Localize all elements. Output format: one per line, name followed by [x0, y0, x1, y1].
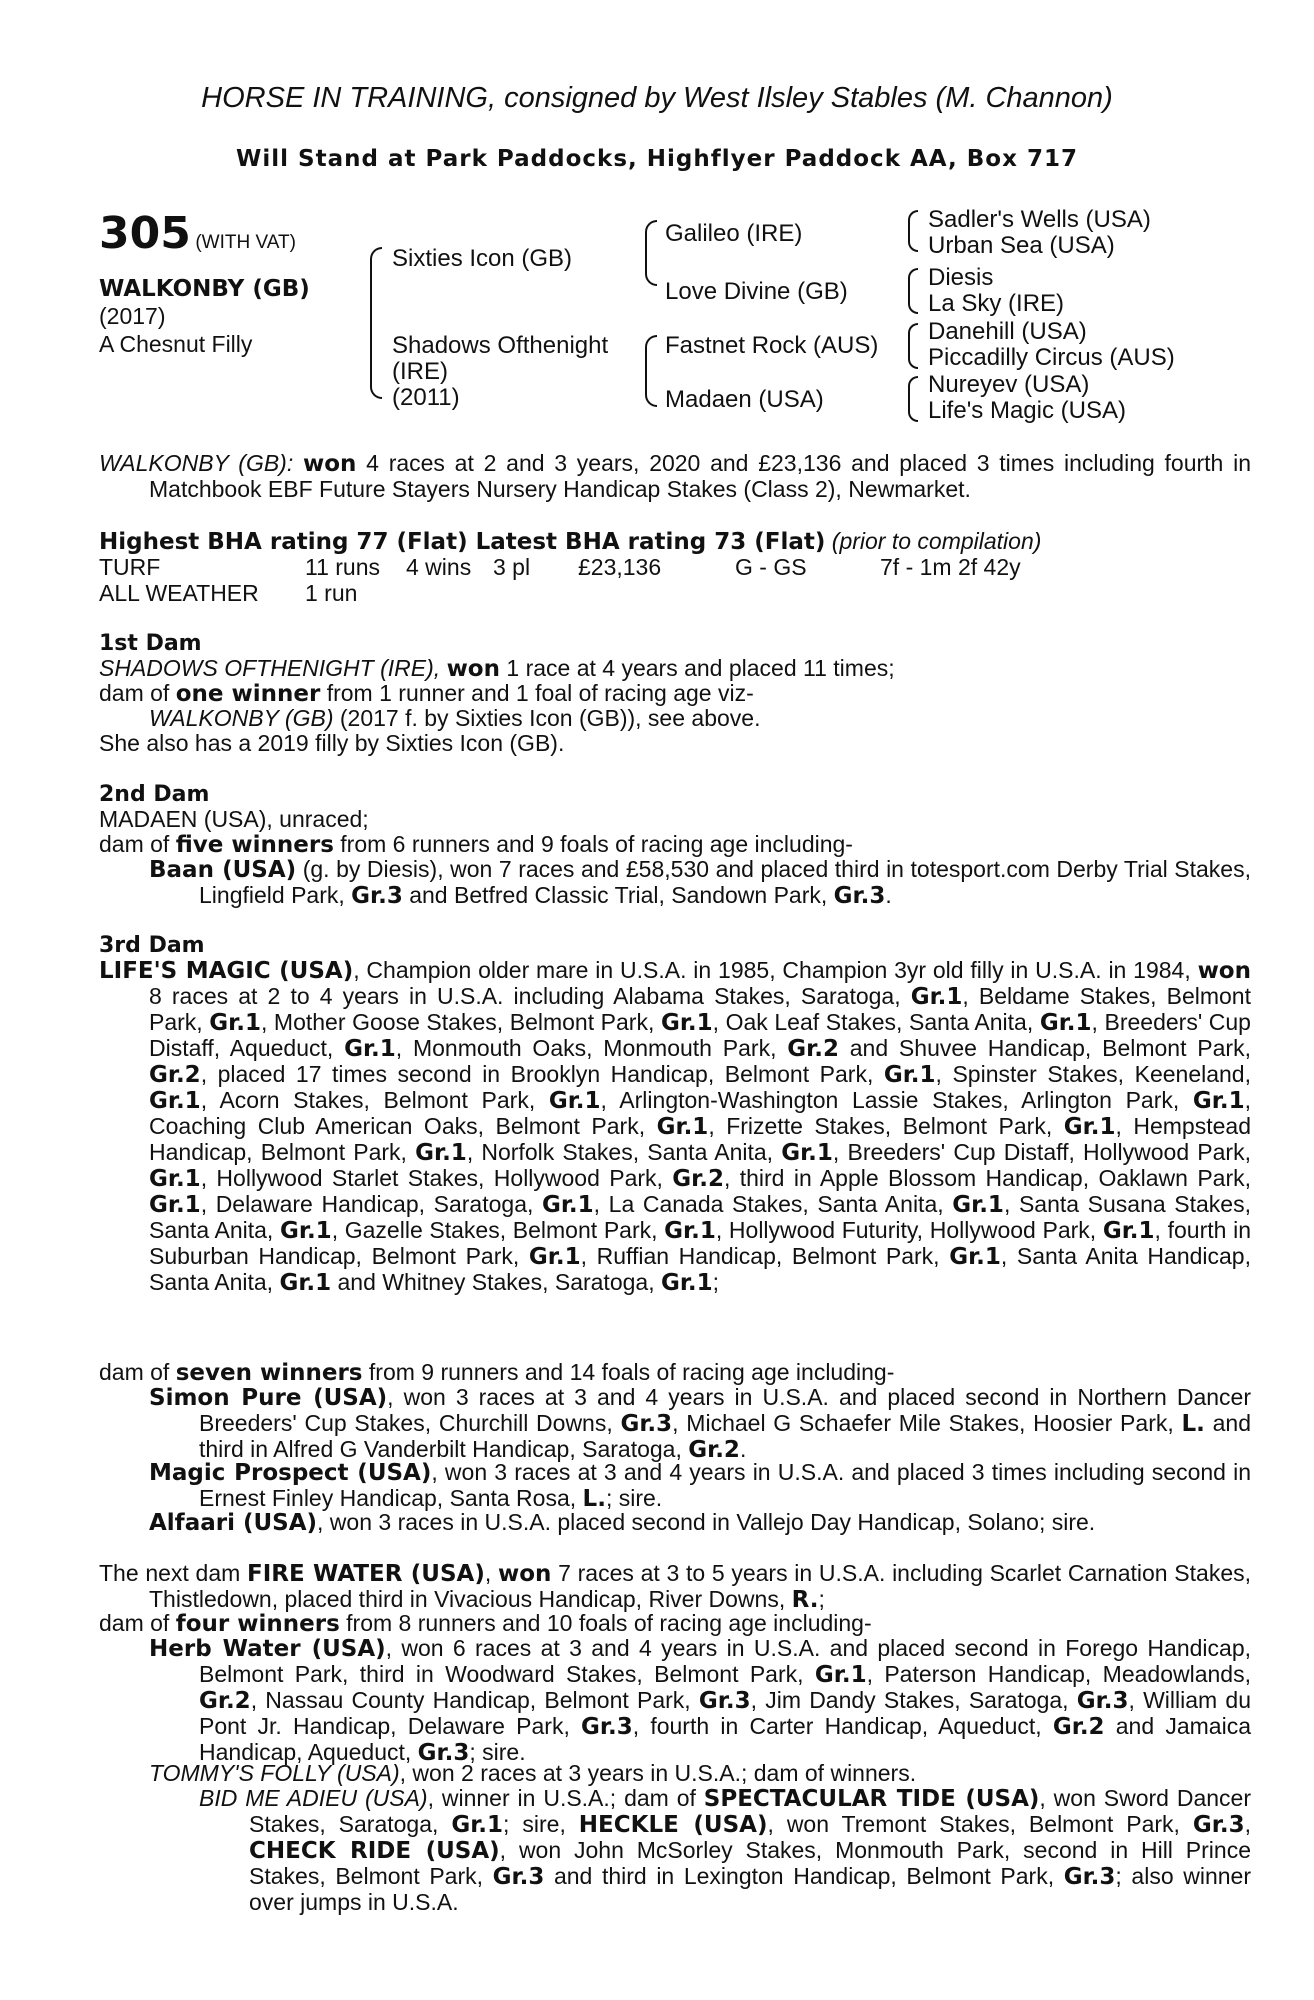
pedigree-sire: Sixties Icon (GB) — [392, 245, 573, 272]
pedigree-dam-sire: Fastnet Rock (AUS) — [665, 332, 879, 359]
pedigree-dam-line3: (2011) — [392, 384, 460, 411]
pedigree-sire-sire: Galileo (IRE) — [665, 220, 803, 247]
pedigree-ddd: Life's Magic (USA) — [928, 397, 1126, 424]
first-dam-line3: WALKONBY (GB) (2017 f. by Sixties Icon (GB)), see above. — [149, 705, 761, 731]
third-dam-simon-pure: Simon Pure (USA), won 3 races at 3 and 4 years in U.S.A. and placed second in Northern Dancer Breeders' Cup Stakes, Churchill Downs, Gr.3, Michael G Schaefer Mile Stakes, Hoosier Park, L. and third in Alfred G Vanderbilt Handicap, Saratoga, Gr.2. — [149, 1384, 1252, 1463]
bha-ratings: Highest BHA rating 77 (Flat) Latest BHA rating 73 (Flat) (prior to compilation) — [99, 528, 1042, 555]
first-dam-line1: SHADOWS OFTHENIGHT (IRE), won 1 race at 4 years and placed 11 times; — [99, 655, 895, 682]
next-dam-tommys-folly: TOMMY'S FOLLY (USA), won 2 races at 3 years in U.S.A.; dam of winners. — [149, 1760, 917, 1786]
second-dam-line2: dam of five winners from 6 runners and 9 foals of racing age including- — [99, 831, 853, 858]
pedigree-dam-dam: Madaen (USA) — [665, 386, 824, 413]
second-dam-line1: MADAEN (USA), unraced; — [99, 806, 369, 832]
pedigree-sire-dam: Love Divine (GB) — [665, 278, 848, 305]
horse-description: A Chesnut Filly — [99, 331, 253, 357]
pedigree-bracket-sd — [908, 268, 918, 314]
pedigree-dam-line2: (IRE) — [392, 358, 448, 385]
pedigree-sds: Diesis — [928, 264, 994, 291]
aw-runs: 1 run — [305, 580, 358, 606]
horse-year: (2017) — [99, 303, 166, 329]
pedigree-ssd: Urban Sea (USA) — [928, 232, 1115, 259]
pedigree-bracket-gen1 — [370, 247, 382, 399]
turf-prize: £23,136 — [578, 554, 662, 580]
pedigree-dds: Nureyev (USA) — [928, 371, 1090, 398]
aw-label: ALL WEATHER — [99, 580, 259, 606]
pedigree-bracket-dam — [645, 335, 657, 407]
second-dam-baan: Baan (USA) (g. by Diesis), won 7 races and £58,530 and placed third in totesport.com Derby Trial Stakes, Lingfield Park, Gr.3 and Betfred Classic Trial, Sandown Park, Gr.3. — [149, 856, 1251, 909]
turf-wins: 4 wins — [406, 554, 472, 580]
racing-summary: WALKONBY (GB): won 4 races at 2 and 3 years, 2020 and £23,136 and placed 3 times including fourth in Matchbook EBF Future Stayers Nursery Handicap Stakes (Class 2), Newmarket. — [99, 450, 1251, 502]
lot-number: 305 — [99, 208, 191, 259]
third-dam-magic-prospect: Magic Prospect (USA), won 3 races at 3 and 4 years in U.S.A. and placed 3 times including second in Ernest Finley Handicap, Santa Rosa, L.; sire. — [149, 1459, 1251, 1512]
third-dam-lifes-magic: LIFE'S MAGIC (USA), Champion older mare in U.S.A. in 1985, Champion 3yr old filly in U.S.A. in 1984, won 8 races at 2 to 4 years in U.S.A. including Alabama Stakes, Saratoga, Gr.1, Beldame Stakes, Belmont Park, Gr.1, Mother Goose Stakes, Belmont Park, Gr.1, Oak Leaf Stakes, Santa Anita, Gr.1, Breeders' Cup Distaff, Aqueduct, Gr.1, Monmouth Oaks, Monmouth Park, Gr.2 and Shuvee Handicap, Belmont Park, Gr.2, placed 17 times second in Brooklyn Handicap, Belmont Park, Gr.1, Spinster Stakes, Keeneland, Gr.1, Acorn Stakes, Belmont Park, Gr.1, Arlington-Washington Lassie Stakes, Arlington Park, Gr.1, Coaching Club American Oaks, Belmont Park, Gr.1, Frizette Stakes, Belmont Park, Gr.1, Hempstead Handicap, Belmont Park, Gr.1, Norfolk Stakes, Santa Anita, Gr.1, Breeders' Cup Distaff, Hollywood Park, Gr.1, Hollywood Starlet Stakes, Hollywood Park, Gr.2, third in Apple Blossom Handicap, Oaklawn Park, Gr.1, Delaware Handicap, Saratoga, Gr.1, La Canada Stakes, Santa Anita, Gr.1, Santa Susana Stakes, Santa Anita, Gr.1, Gazelle Stakes, Belmont Park, Gr.1, Hollywood Futurity, Hollywood Park, Gr.1, fourth in Suburban Handicap, Belmont Park, Gr.1, Ruffian Handicap, Belmont Park, Gr.1, Santa Anita Handicap, Santa Anita, Gr.1 and Whitney Stakes, Saratoga, Gr.1; — [99, 957, 1251, 1296]
first-dam-heading: 1st Dam — [99, 631, 202, 656]
third-dam-produce: dam of seven winners from 9 runners and 14 foals of racing age including- — [99, 1359, 895, 1386]
second-dam-heading: 2nd Dam — [99, 782, 210, 807]
third-dam-alfaari: Alfaari (USA), won 3 races in U.S.A. placed second in Vallejo Day Handicap, Solano; sire. — [149, 1509, 1096, 1536]
pedigree-bracket-dd — [908, 376, 918, 422]
pedigree-sss: Sadler's Wells (USA) — [928, 206, 1151, 233]
pedigree-sdd: La Sky (IRE) — [928, 290, 1065, 317]
vat-label: (WITH VAT) — [195, 232, 296, 253]
stand-location: Will Stand at Park Paddocks, Highflyer Paddock AA, Box 717 — [236, 146, 1078, 172]
third-dam-heading: 3rd Dam — [99, 933, 205, 958]
next-dam-bid-me-adieu: BID ME ADIEU (USA), winner in U.S.A.; dam of SPECTACULAR TIDE (USA), won Sword Dancer Stakes, Saratoga, Gr.1; sire, HECKLE (USA), won Tremont Stakes, Belmont Park, Gr.3, CHECK RIDE (USA), won John McSorley Stakes, Monmouth Park, second in Hill Prince Stakes, Belmont Park, Gr.3 and third in Lexington Handicap, Belmont Park, Gr.3; also winner over jumps in U.S.A. — [199, 1785, 1252, 1915]
pedigree-dss: Danehill (USA) — [928, 318, 1087, 345]
pedigree-dam-line1: Shadows Ofthenight — [392, 332, 609, 359]
pedigree-bracket-sire — [645, 220, 657, 286]
turf-going: G - GS — [735, 554, 807, 580]
first-dam-line4: She also has a 2019 filly by Sixties Icon (GB). — [99, 730, 565, 756]
first-dam-line2: dam of one winner from 1 runner and 1 foal of racing age viz- — [99, 680, 754, 707]
pedigree-bracket-ss — [908, 210, 918, 252]
lot-number-block — [99, 208, 296, 259]
turf-label: TURF — [99, 554, 161, 580]
page-title: HORSE IN TRAINING, consigned by West Ilsley Stables (M. Channon) — [201, 82, 1113, 114]
next-dam-fire-water: The next dam FIRE WATER (USA), won 7 races at 3 to 5 years in U.S.A. including Scarlet Carnation Stakes, Thistledown, placed third in Vivacious Handicap, River Downs, R.; — [99, 1560, 1252, 1613]
turf-placed: 3 pl — [493, 554, 531, 580]
pedigree-bracket-ds — [908, 323, 918, 369]
turf-distance: 7f - 1m 2f 42y — [880, 554, 1021, 580]
next-dam-produce: dam of four winners from 8 runners and 10 foals of racing age including- — [99, 1610, 872, 1637]
turf-runs: 11 runs — [305, 554, 381, 580]
horse-name: WALKONBY (GB) — [99, 276, 310, 302]
next-dam-herb-water: Herb Water (USA), won 6 races at 3 and 4 years in U.S.A. and placed second in Forego Handicap, Belmont Park, third in Woodward Stakes, Belmont Park, Gr.1, Paterson Handicap, Meadowlands, Gr.2, Nassau County Handicap, Belmont Park, Gr.3, Jim Dandy Stakes, Saratoga, Gr.3, William du Pont Jr. Handicap, Delaware Park, Gr.3, fourth in Carter Handicap, Aqueduct, Gr.2 and Jamaica Handicap, Aqueduct, Gr.3; sire. — [149, 1635, 1252, 1766]
pedigree-dsd: Piccadilly Circus (AUS) — [928, 344, 1175, 371]
